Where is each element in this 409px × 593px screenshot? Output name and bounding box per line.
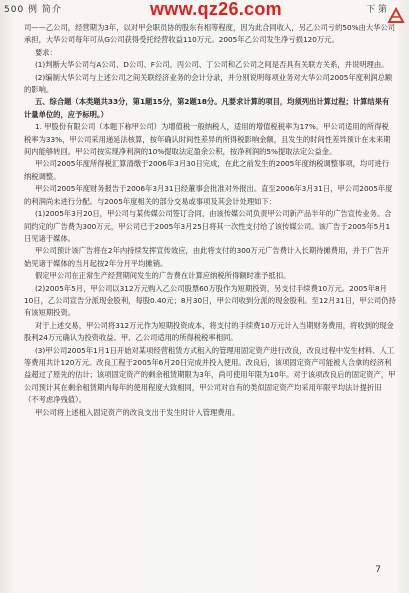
paragraph: 甲公司预计该广告将在2年内持续发挥宣传效应，由此将支付的300万元广告费计入长期待摊费用，并于广告开始见诸于媒体的当月起按2年分月平均摊销。 (24, 246, 390, 268)
paragraph: (2)编制大华公司与上述公司之间关联经济业务的会计分录，并分别说明每项业务对大华公司2005年度利润总额的影响。 (24, 72, 393, 95)
site-watermark: www.qz26.com (150, 0, 282, 19)
page-number: 7 (375, 565, 381, 575)
paragraph: 甲公司2005年度财务报告于2006年3月31日经董事会批准对外报出。直至2006年3月31日，甲公司2005年度的利润尚未进行分配。与2005年度相关的部分交易或事项及其会计处理如下： (24, 184, 393, 206)
paragraph: 司——乙公司，经营期为3年，以对甲会职员协的股东有相等程度，因为此合同收入，另乙公司亏的50%由大华公司承担，大华公司每年可从G公司获得受托经营收益110万元。2005年乙公司发生净亏损120万元。 (24, 23, 396, 45)
document-body (24, 22, 396, 419)
paragraph: 假定甲公司在正常生产经营期间发生的广告费在计算应纳税所得额时准予抵扣。 (34, 271, 291, 281)
paragraph: (1)判断大华公司与A公司、D公司、F公司、丙公司、丁公司和乙公司之间是否具有关联方关系，并说明理由。 (34, 60, 389, 70)
paragraph: (3)甲公司2005年1月1日开始对某项经营租赁方式租入的管理用固定资产进行改良，改良过程中发生材料、人工等费用共计120万元。改良工程于2005年6月20日完成并投入使用。改良后，该项固定资产可能被人合拿的经济利益超过了原先的估计；该项固定资产的剩余租赁期限为3年，尚可使用年限为10年。对于该项改良后的固定资产，甲公司预计其在剩余租赁期内每年的使用程度大致相同，甲公司对自有的类似固定资产均采用年限平均法计提折旧（不考虑净残值）。 (24, 345, 396, 405)
paragraph: (2)2005年5月，甲公司以312万元购入乙公司股票60万股作为短期投资，另支付手续费10万元。2005年8月10日，乙公司宣告分派现金股利，每股0.40元；8月30日，甲公司收到分派的现金股利。至12月31日，甲公司仍持有该短期投资。 (24, 283, 396, 318)
running-header-right: 下 第 (366, 5, 387, 15)
running-header-left: 500 例 简介 (4, 5, 62, 15)
paragraph: 1. 甲股份有限公司（本题下称甲公司）为增值税一般纳税人，适用的增值税税率为17%。甲公司适用的所得税税率为33%，甲公司采用递延法核算，按年确认时间性差异的所得税影响金额，且发生的时间性差异预计在未来期间内能够转回。甲公司按实现净利润的10%提取法定盈余公积，按净利润的5%提取法定公益金。 (24, 122, 391, 157)
paragraph: 甲公司2005年度所得税汇算清缴于2006年3月30日完成，在此之前发生的2005年度纳税调整事项，均可进行纳税调整。 (24, 159, 390, 181)
section-heading: 五、综合题（本类题共33分，第1题15分，第2题18分。凡要求计算的项目，均须列出计算过程；计算结果有计量单位的，应予标明。） (24, 97, 390, 119)
paragraph: 甲公司将上述租入固定资产的改良支出于发生时计入管理费用。 (34, 407, 240, 417)
paragraph: 对于上述交易，甲公司将312万元作为短期投资成本，将支付的手续费10万元计入当期财务费用，将收到的现金股利24万元确认为投资收益。甲、乙公司适用的所得税税率相同。 (24, 320, 394, 343)
paragraph: 要求： (34, 47, 57, 57)
paragraph: (1)2005年3月20日，甲公司与某传媒公司签订合同，由该传媒公司负责甲公司新产品半年的广告宣传业务。合同约定的广告费为300万元，甲公司已于2005年3月25日将其一次性支付给了该传媒公司。该广告于2005年5月1日见诸于媒体。 (24, 209, 392, 243)
